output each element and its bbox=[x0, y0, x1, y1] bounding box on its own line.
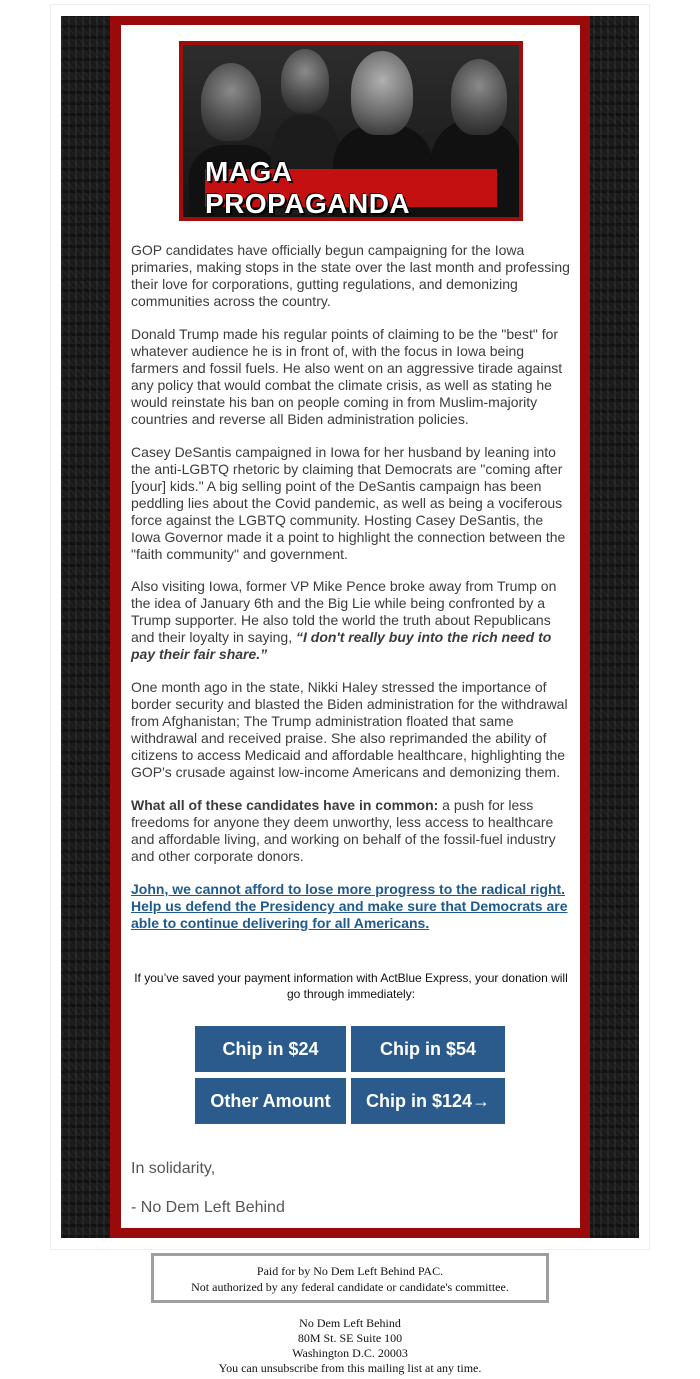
paragraph-haley bbox=[131, 679, 571, 781]
portrait-figure bbox=[201, 63, 261, 141]
chip-in-124-button[interactable]: Chip in $124→ bbox=[351, 1078, 505, 1124]
paragraph-text bbox=[131, 578, 571, 663]
other-amount-button[interactable]: Other Amount bbox=[195, 1078, 346, 1124]
pence-text: Also visiting Iowa, former VP Mike Pence broke away from Trump on the idea of January 6th and the Big Lie while being confronted by a Trump supporter. He also told the world the truth about Republicans and their loyalty in saying, bbox=[131, 578, 557, 645]
disclaimer-line: Paid for by No Dem Left Behind PAC. bbox=[256, 1264, 444, 1278]
hero-title: MAGA PROPAGANDA bbox=[205, 156, 411, 217]
paragraph-text bbox=[131, 797, 571, 865]
paragraph-text: GOP candidates have officially begun campaigning for the Iowa primaries, making stops in the state over the last month and professing their love for corporations, gutting regulations, and demonizing communities across the country. bbox=[131, 242, 570, 309]
paragraph-common bbox=[131, 797, 571, 865]
portrait-figure bbox=[281, 49, 329, 113]
chip-in-54-button[interactable]: Chip in $54 bbox=[351, 1026, 505, 1072]
paragraph-text: One month ago in the state, Nikki Haley stressed the importance of border security and blasted the Biden administration for the withdrawal from Afghanistan; The Trump administration floated that same withdrawal and received praise. She also reprimanded the ability of citizens to access Medicaid and affordable healthcare, highlighting the GOP's crusade against low-income Americans and demonizing them. bbox=[131, 679, 568, 780]
footer-org-name: No Dem Left Behind bbox=[299, 1316, 401, 1330]
paragraph-text: Donald Trump made his regular points of claiming to be the "best" for whatever audience he is in front of, with the focus in Iowa being farmers and fossil fuels. He also went on an aggressive tirade against any policy that would combat the climate crisis, as well as stating he would reinstate his ban on people coming in from Muslim-majority countries and reverse all Biden administration policies. bbox=[131, 326, 563, 427]
chip-in-24-button[interactable]: Chip in $24 bbox=[195, 1026, 346, 1072]
portrait-figure bbox=[351, 51, 413, 135]
common-text: a push for less freedoms for anyone they deem unworthy, less access to healthcare and affordable living, and working on behalf of the fossil-fuel industry and other corporate donors. bbox=[131, 797, 556, 864]
paragraph-desantis bbox=[131, 444, 571, 563]
footer-address-line: 80M St. SE Suite 100 bbox=[297, 1331, 403, 1345]
paragraph-text: Casey DeSantis campaigned in Iowa for her husband by leaning into the anti-LGBTQ rhetoric by claiming that Democrats are "coming after [your] kids." A big selling point of the DeSantis campaign has been peddling lies about the Covid pandemic, as well as being a vociferous force against the LGBTQ community. Hosting Casey DeSantis, the Iowa Governor made it a point to highlight the connection between the "faith community" and government. bbox=[131, 444, 566, 562]
unsubscribe-text: You can unsubscribe from this mailing list at any time. bbox=[218, 1361, 482, 1375]
donate-cta-link[interactable]: John, we cannot afford to lose more progress to the radical right. Help us defend the Presidency and make sure that Democrats are able to continue delivering for all Americans. bbox=[131, 881, 568, 931]
paid-for-disclaimer bbox=[151, 1253, 549, 1303]
actblue-express-note: If you’ve saved your payment information with ActBlue Express, your donation will go through immediately: bbox=[134, 971, 568, 1001]
disclaimer-line: Not authorized by any federal candidate or candidate's committee. bbox=[191, 1280, 509, 1294]
paragraph-pence bbox=[131, 578, 571, 663]
paragraph-intro bbox=[131, 242, 571, 310]
pence-quote: “I don't really buy into the rich need to pay their fair share.” bbox=[131, 629, 552, 662]
signoff-signature: - No Dem Left Behind bbox=[131, 1199, 285, 1216]
paragraph-trump bbox=[131, 326, 571, 428]
hero-title-banner bbox=[205, 156, 497, 217]
portrait-figure bbox=[451, 59, 507, 135]
footer-address-line: Washington D.C. 20003 bbox=[292, 1346, 408, 1360]
signoff-greeting: In solidarity, bbox=[131, 1160, 216, 1177]
common-heading: What all of these candidates have in common: bbox=[131, 797, 439, 813]
hero-banner-image bbox=[179, 41, 523, 221]
hero-photo-collage bbox=[183, 45, 519, 217]
footer-address bbox=[0, 1316, 700, 1376]
